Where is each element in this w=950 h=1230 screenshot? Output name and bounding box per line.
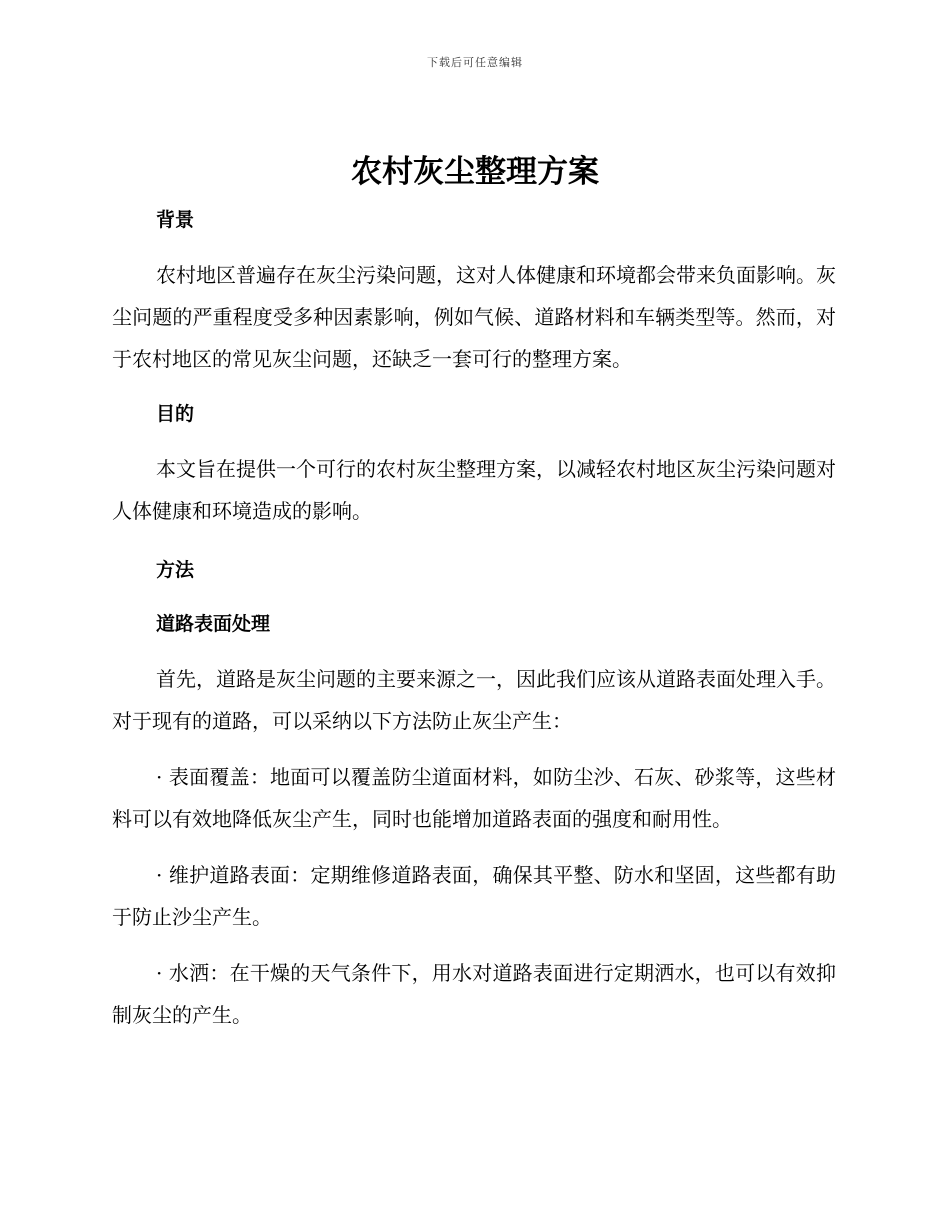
section-heading-method: 方法	[156, 559, 195, 581]
page-header-note: 下载后可任意编辑	[427, 56, 523, 69]
bullet-item-surface-cover: · 表面覆盖：地面可以覆盖防尘道面材料，如防尘沙、石灰、砂浆等，这些材料可以有效地降低灰尘产生，同时也能增加道路表面的强度和耐用性。	[112, 765, 836, 831]
bullet-item-water-spray: · 水洒：在干燥的天气条件下，用水对道路表面进行定期洒水，也可以有效抑制灰尘的产生。	[112, 961, 836, 1027]
section-heading-background: 背景	[156, 209, 195, 231]
paragraph-purpose: 本文旨在提供一个可行的农村灰尘整理方案，以减轻农村地区灰尘污染问题对人体健康和环境造成的影响。	[112, 457, 836, 523]
subsection-heading-road-surface: 道路表面处理	[156, 613, 271, 635]
section-heading-purpose: 目的	[156, 403, 195, 425]
document-title: 农村灰尘整理方案	[351, 154, 599, 190]
paragraph-background: 农村地区普遍存在灰尘污染问题，这对人体健康和环境都会带来负面影响。灰尘问题的严重程度受多种因素影响，例如气候、道路材料和车辆类型等。然而，对于农村地区的常见灰尘问题，还缺乏一套可行的整理方案。	[112, 263, 836, 371]
bullet-item-maintain-surface: · 维护道路表面：定期维修道路表面，确保其平整、防水和坚固，这些都有助于防止沙尘产生。	[112, 863, 836, 929]
paragraph-road-surface: 首先，道路是灰尘问题的主要来源之一，因此我们应该从道路表面处理入手。对于现有的道路，可以采纳以下方法防止灰尘产生：	[112, 667, 836, 733]
document-body	[112, 202, 836, 1036]
